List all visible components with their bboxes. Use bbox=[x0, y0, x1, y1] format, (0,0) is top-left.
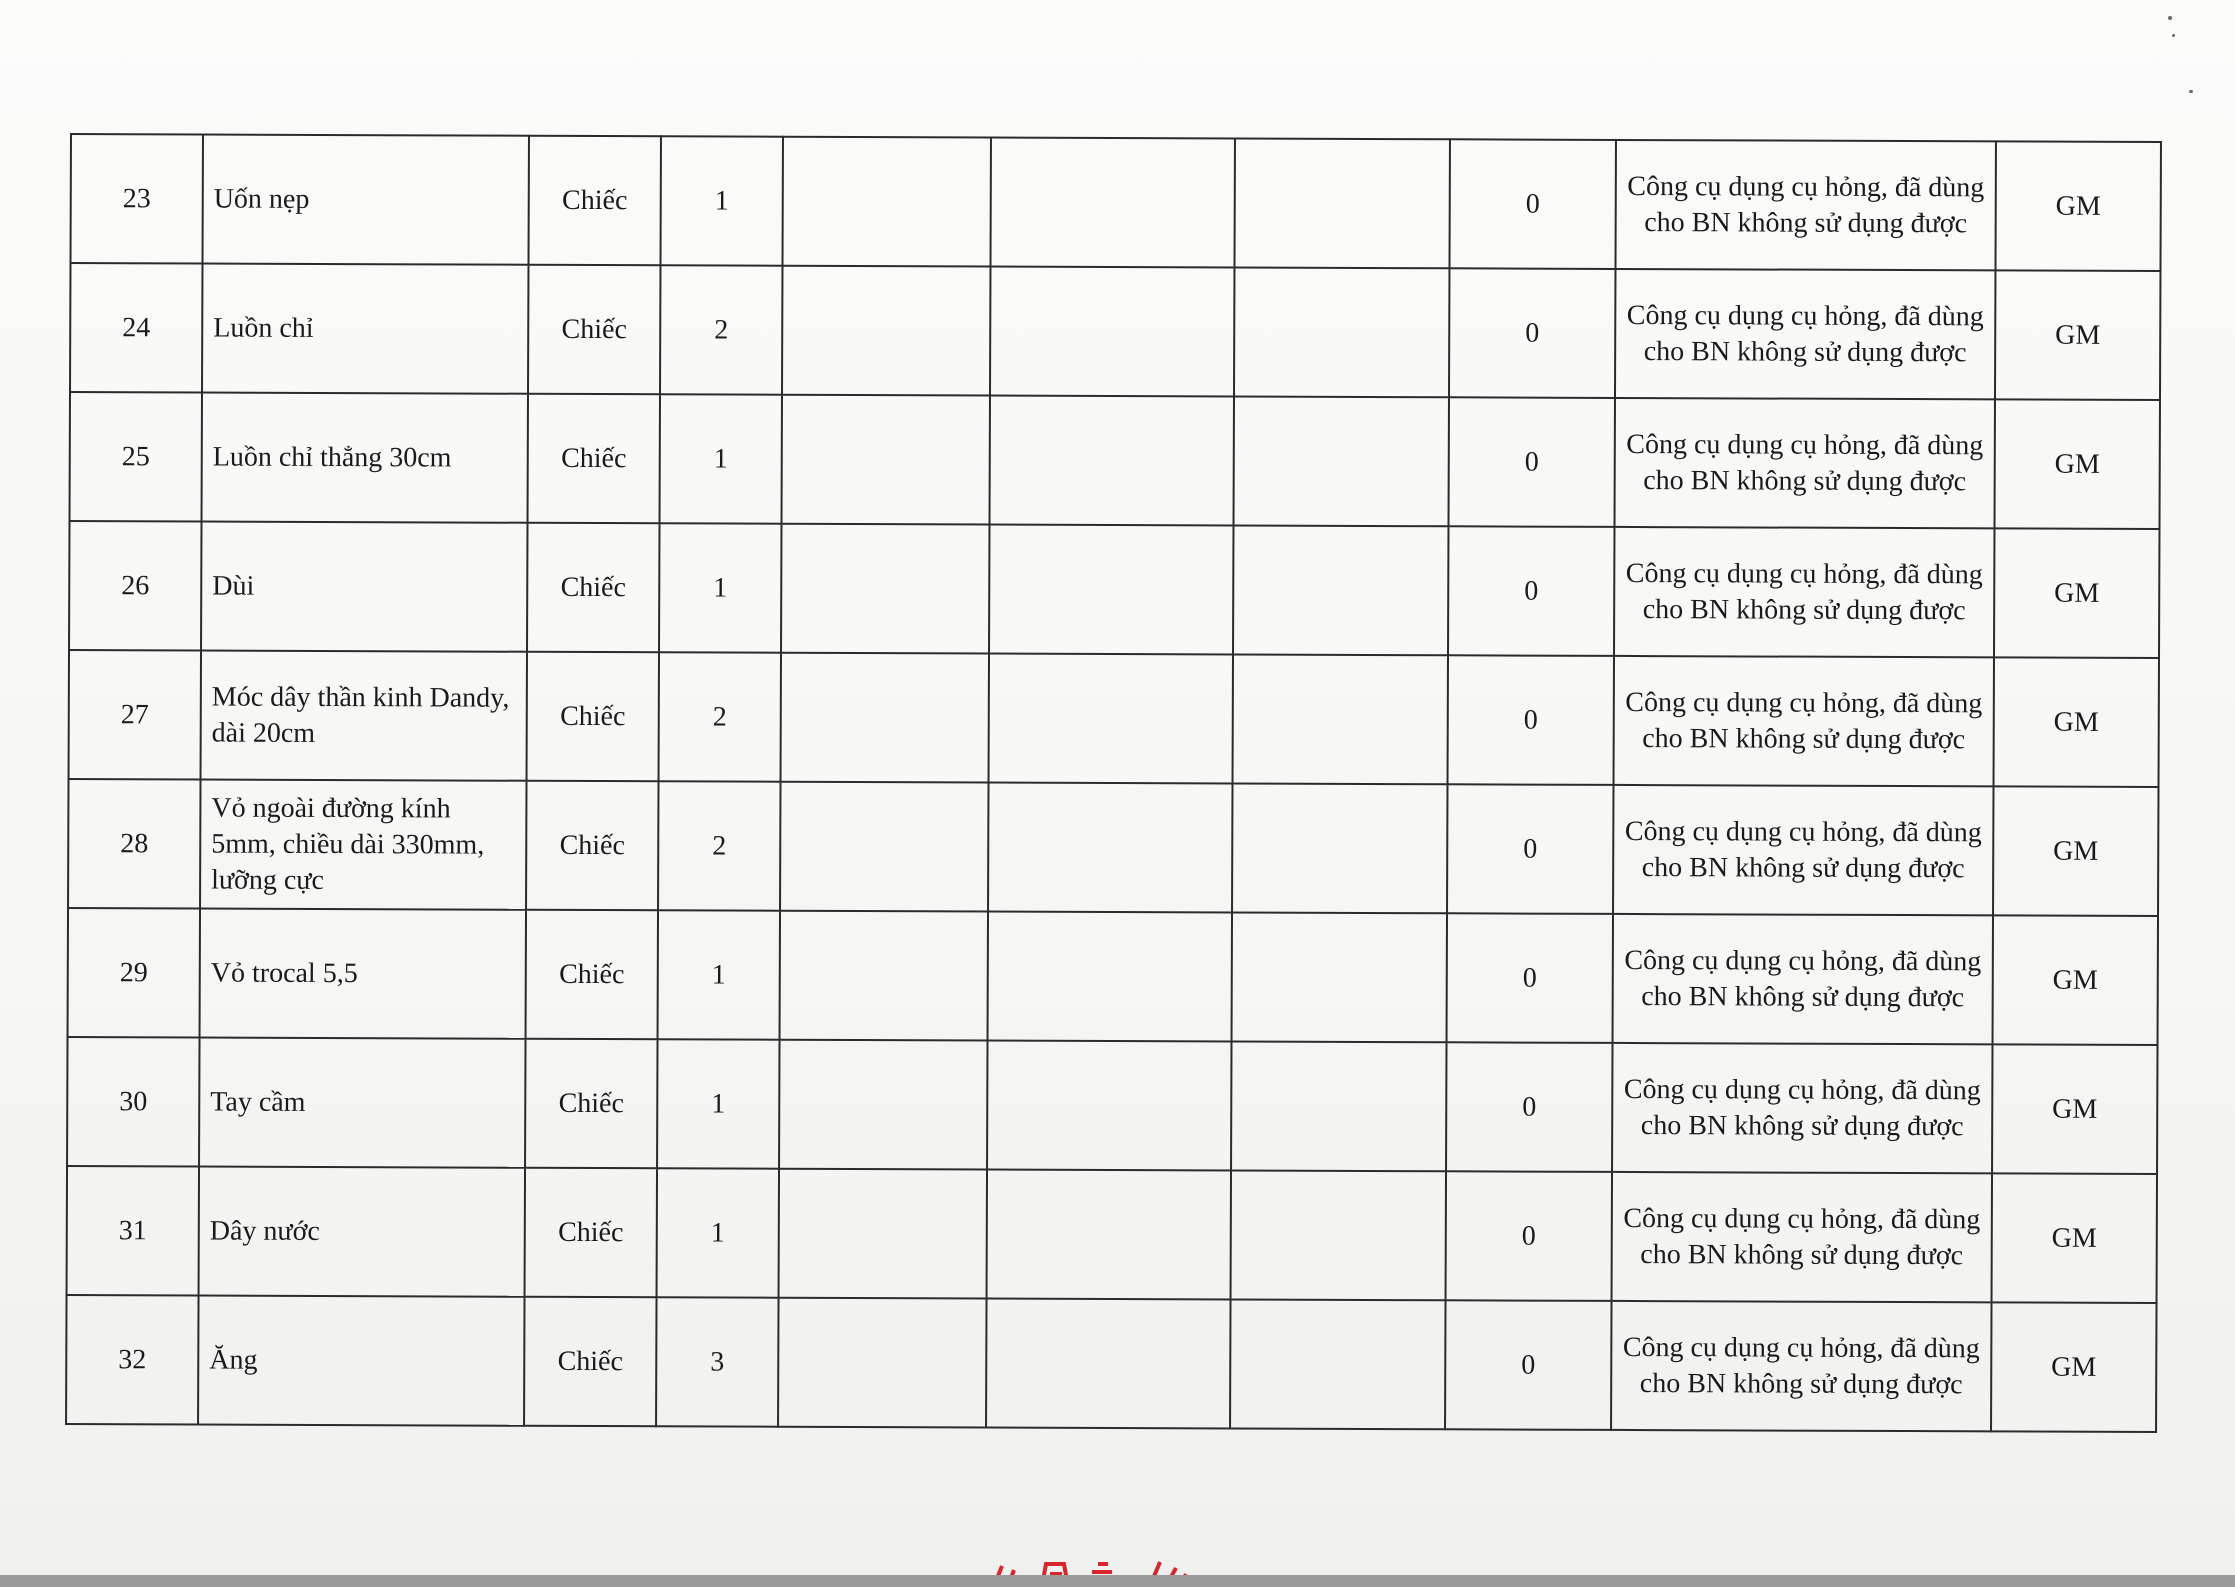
row-number-cell: 29 bbox=[68, 908, 200, 1038]
unit-cell: Chiếc bbox=[526, 781, 658, 911]
reason-cell: Công cụ dụng cụ hỏng, đã dùng cho BN không sử dụng được bbox=[1614, 398, 1994, 528]
table-row bbox=[66, 1295, 2156, 1432]
reason-cell: Công cụ dụng cụ hỏng, đã dùng cho BN không sử dụng được bbox=[1613, 914, 1993, 1044]
remaining-value-cell: 0 bbox=[1449, 268, 1615, 398]
empty-cell bbox=[782, 266, 990, 396]
table-row bbox=[69, 521, 2159, 658]
empty-cell bbox=[990, 396, 1234, 526]
scan-speck bbox=[2172, 34, 2175, 37]
empty-cell bbox=[987, 1170, 1231, 1300]
quantity-cell: 1 bbox=[659, 523, 781, 652]
empty-cell bbox=[782, 137, 990, 267]
reason-cell: Công cụ dụng cụ hỏng, đã dùng cho BN không sử dụng được bbox=[1614, 656, 1994, 786]
quantity-cell: 1 bbox=[657, 1039, 779, 1168]
item-name-cell: Tay cầm bbox=[199, 1038, 525, 1168]
table-row bbox=[67, 1037, 2157, 1174]
note-cell: GM bbox=[1993, 915, 2158, 1045]
note-cell: GM bbox=[1994, 399, 2159, 529]
unit-cell: Chiếc bbox=[526, 910, 658, 1040]
table-row bbox=[70, 392, 2160, 529]
unit-cell: Chiếc bbox=[525, 1168, 657, 1298]
row-number-cell: 31 bbox=[67, 1166, 199, 1296]
scan-speck bbox=[2189, 90, 2193, 93]
quantity-cell: 1 bbox=[657, 1168, 779, 1297]
remaining-value-cell: 0 bbox=[1449, 139, 1615, 269]
empty-cell bbox=[1230, 1299, 1445, 1429]
empty-cell bbox=[990, 138, 1234, 268]
reason-cell: Công cụ dụng cụ hỏng, đã dùng cho BN không sử dụng được bbox=[1615, 269, 1995, 399]
scan-speck bbox=[2168, 16, 2172, 20]
table-row bbox=[68, 779, 2158, 916]
empty-cell bbox=[987, 1041, 1231, 1171]
table-row bbox=[67, 1166, 2157, 1303]
item-name-cell: Dây nước bbox=[199, 1167, 525, 1297]
quantity-cell: 3 bbox=[656, 1297, 778, 1426]
note-cell: GM bbox=[1993, 786, 2158, 916]
note-cell: GM bbox=[1992, 1173, 2157, 1303]
remaining-value-cell: 0 bbox=[1445, 1300, 1611, 1430]
unit-cell: Chiếc bbox=[528, 394, 660, 524]
empty-cell bbox=[780, 782, 988, 912]
quantity-cell: 2 bbox=[659, 652, 781, 781]
empty-cell bbox=[1232, 912, 1447, 1042]
item-name-cell: Dùi bbox=[201, 522, 527, 652]
empty-cell bbox=[1231, 1041, 1446, 1171]
note-cell: GM bbox=[1994, 657, 2159, 787]
remaining-value-cell: 0 bbox=[1448, 526, 1614, 656]
row-number-cell: 24 bbox=[70, 263, 202, 393]
note-cell: GM bbox=[1994, 528, 2159, 658]
reason-cell: Công cụ dụng cụ hỏng, đã dùng cho BN không sử dụng được bbox=[1612, 1172, 1992, 1302]
reason-cell: Công cụ dụng cụ hỏng, đã dùng cho BN không sử dụng được bbox=[1612, 1043, 1992, 1173]
reason-cell: Công cụ dụng cụ hỏng, đã dùng cho BN không sử dụng được bbox=[1611, 1301, 1991, 1431]
empty-cell bbox=[782, 395, 990, 525]
item-name-cell: Ăng bbox=[198, 1296, 524, 1426]
quantity-cell: 1 bbox=[660, 394, 782, 523]
remaining-value-cell: 0 bbox=[1446, 1171, 1612, 1301]
empty-cell bbox=[1234, 396, 1449, 526]
row-number-cell: 32 bbox=[66, 1295, 198, 1425]
empty-cell bbox=[781, 524, 989, 654]
empty-cell bbox=[1232, 783, 1447, 913]
reason-cell: Công cụ dụng cụ hỏng, đã dùng cho BN không sử dụng được bbox=[1613, 785, 1993, 915]
empty-cell bbox=[1231, 1170, 1446, 1300]
item-name-cell: Uốn nẹp bbox=[202, 135, 528, 265]
unit-cell: Chiếc bbox=[528, 136, 660, 266]
quantity-cell: 1 bbox=[658, 910, 780, 1039]
table-row bbox=[68, 908, 2158, 1045]
empty-cell bbox=[780, 911, 988, 1041]
note-cell: GM bbox=[1992, 1044, 2157, 1174]
empty-cell bbox=[986, 1299, 1230, 1429]
note-cell: GM bbox=[1991, 1302, 2156, 1432]
row-number-cell: 26 bbox=[69, 521, 201, 651]
unit-cell: Chiếc bbox=[527, 652, 659, 782]
table-row bbox=[71, 134, 2161, 271]
empty-cell bbox=[1233, 525, 1448, 655]
item-name-cell: Vỏ ngoài đường kính 5mm, chiều dài 330mm, lưỡng cực bbox=[200, 780, 526, 910]
reason-cell: Công cụ dụng cụ hỏng, đã dùng cho BN không sử dụng được bbox=[1615, 140, 1995, 270]
empty-cell bbox=[1233, 654, 1448, 784]
quantity-cell: 1 bbox=[660, 136, 782, 265]
empty-cell bbox=[988, 783, 1232, 913]
empty-cell bbox=[989, 525, 1233, 655]
empty-cell bbox=[778, 1298, 986, 1428]
item-name-cell: Luồn chỉ thẳng 30cm bbox=[202, 393, 528, 523]
item-name-cell: Luồn chỉ bbox=[202, 264, 528, 394]
table-row bbox=[69, 650, 2159, 787]
unit-cell: Chiếc bbox=[528, 265, 660, 395]
remaining-value-cell: 0 bbox=[1448, 655, 1614, 785]
note-cell: GM bbox=[1995, 270, 2160, 400]
reason-cell: Công cụ dụng cụ hỏng, đã dùng cho BN không sử dụng được bbox=[1614, 527, 1994, 657]
scan-bottom-edge bbox=[0, 1575, 2235, 1587]
asset-disposal-table bbox=[65, 133, 2162, 1433]
empty-cell bbox=[779, 1040, 987, 1170]
row-number-cell: 23 bbox=[71, 134, 203, 264]
unit-cell: Chiếc bbox=[524, 1297, 656, 1427]
row-number-cell: 30 bbox=[67, 1037, 199, 1167]
empty-cell bbox=[781, 653, 989, 783]
item-name-cell: Vỏ trocal 5,5 bbox=[200, 909, 526, 1039]
unit-cell: Chiếc bbox=[527, 523, 659, 653]
row-number-cell: 25 bbox=[70, 392, 202, 522]
remaining-value-cell: 0 bbox=[1446, 1042, 1612, 1172]
item-name-cell: Móc dây thần kinh Dandy, dài 20cm bbox=[201, 651, 527, 781]
quantity-cell: 2 bbox=[658, 781, 780, 910]
remaining-value-cell: 0 bbox=[1447, 913, 1613, 1043]
remaining-value-cell: 0 bbox=[1449, 397, 1615, 527]
remaining-value-cell: 0 bbox=[1447, 784, 1613, 914]
empty-cell bbox=[990, 267, 1234, 397]
row-number-cell: 28 bbox=[68, 779, 200, 909]
row-number-cell: 27 bbox=[69, 650, 201, 780]
empty-cell bbox=[988, 912, 1232, 1042]
empty-cell bbox=[779, 1169, 987, 1299]
unit-cell: Chiếc bbox=[525, 1039, 657, 1169]
empty-cell bbox=[1234, 267, 1449, 397]
empty-cell bbox=[1234, 138, 1449, 268]
quantity-cell: 2 bbox=[660, 265, 782, 394]
table-row bbox=[70, 263, 2160, 400]
note-cell: GM bbox=[1995, 141, 2160, 271]
empty-cell bbox=[989, 654, 1233, 784]
